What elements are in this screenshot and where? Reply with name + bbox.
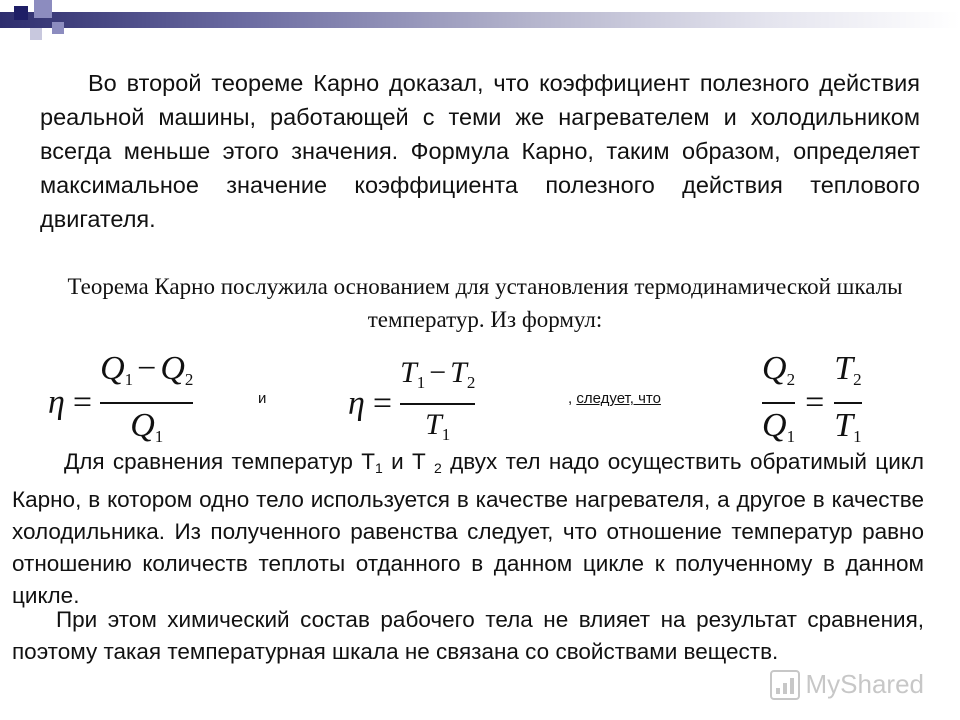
paragraph-thermodynamic-scale: Теорема Карно послужила основанием для установления термодинамической шкалы температур. Из формул: xyxy=(67,274,903,332)
denominator: $T_1$ xyxy=(834,407,862,446)
eta-symbol: η xyxy=(348,385,365,422)
watermark xyxy=(770,669,925,700)
header-square-dark xyxy=(14,6,28,20)
paragraph-temperature-comparison: Для сравнения температур $Т_1$ и Т $_2$ двух тел надо осуществить обратимый цикл Карно, в котором одно тело используется в качестве нагревателя, а другое в качестве холодильника. Из полученного равенства следует, что отношение температур равно отношению количеств теплоты отданного в данном цикле к полученному в данном цикле. xyxy=(12,449,924,608)
formula-heat-temperature-ratio xyxy=(762,350,862,456)
equals-sign: = xyxy=(372,385,393,422)
fraction-temperature xyxy=(834,350,861,456)
header-square-mid xyxy=(34,0,52,18)
formula-efficiency-heat xyxy=(48,350,193,456)
equals-sign: = xyxy=(805,384,825,421)
connector-and: и xyxy=(258,390,267,407)
denominator: $Q_1$ xyxy=(762,407,796,446)
numerator: $T_1 - T_2$ xyxy=(400,356,476,392)
denominator: $Q_1$ xyxy=(130,407,164,446)
fraction-bar xyxy=(834,402,861,404)
numerator: $T_2$ xyxy=(834,350,862,389)
fraction-bar xyxy=(100,402,193,404)
fraction-bar xyxy=(762,402,795,404)
header-square-mid-2 xyxy=(52,22,64,34)
fraction xyxy=(100,350,193,456)
fraction xyxy=(400,356,475,452)
formula-efficiency-temperature xyxy=(348,356,475,452)
fraction-bar xyxy=(400,403,475,405)
header-gradient-band xyxy=(0,12,960,28)
numerator: $Q_2$ xyxy=(762,350,796,389)
denominator: $T_1$ xyxy=(425,408,451,444)
fraction-heat xyxy=(762,350,795,456)
numerator: $Q_1 - Q_2$ xyxy=(100,350,194,389)
paragraph-substance-independence: При этом химический состав рабочего тела не влияет на результат сравнения, поэтому такая температурная шкала не связана со свойствами веществ. xyxy=(12,607,924,664)
watermark-text: MyShared xyxy=(805,669,924,699)
equals-sign: = xyxy=(72,384,93,421)
header-square-light xyxy=(30,28,42,40)
eta-symbol: η xyxy=(48,384,65,421)
paragraph-carnot-second-theorem: Во второй теореме Карно доказал, что коэффициент полезного действия реальной машины, работающей с теми же нагревателем и холодильником всегда меньше этого значения. Формула Карно, таким образом, определяет максимальное значение коэффициента полезного действия теплового двигателя. xyxy=(40,70,920,232)
connector-follows: , следует, что xyxy=(568,390,661,407)
bar-chart-icon xyxy=(770,670,800,700)
